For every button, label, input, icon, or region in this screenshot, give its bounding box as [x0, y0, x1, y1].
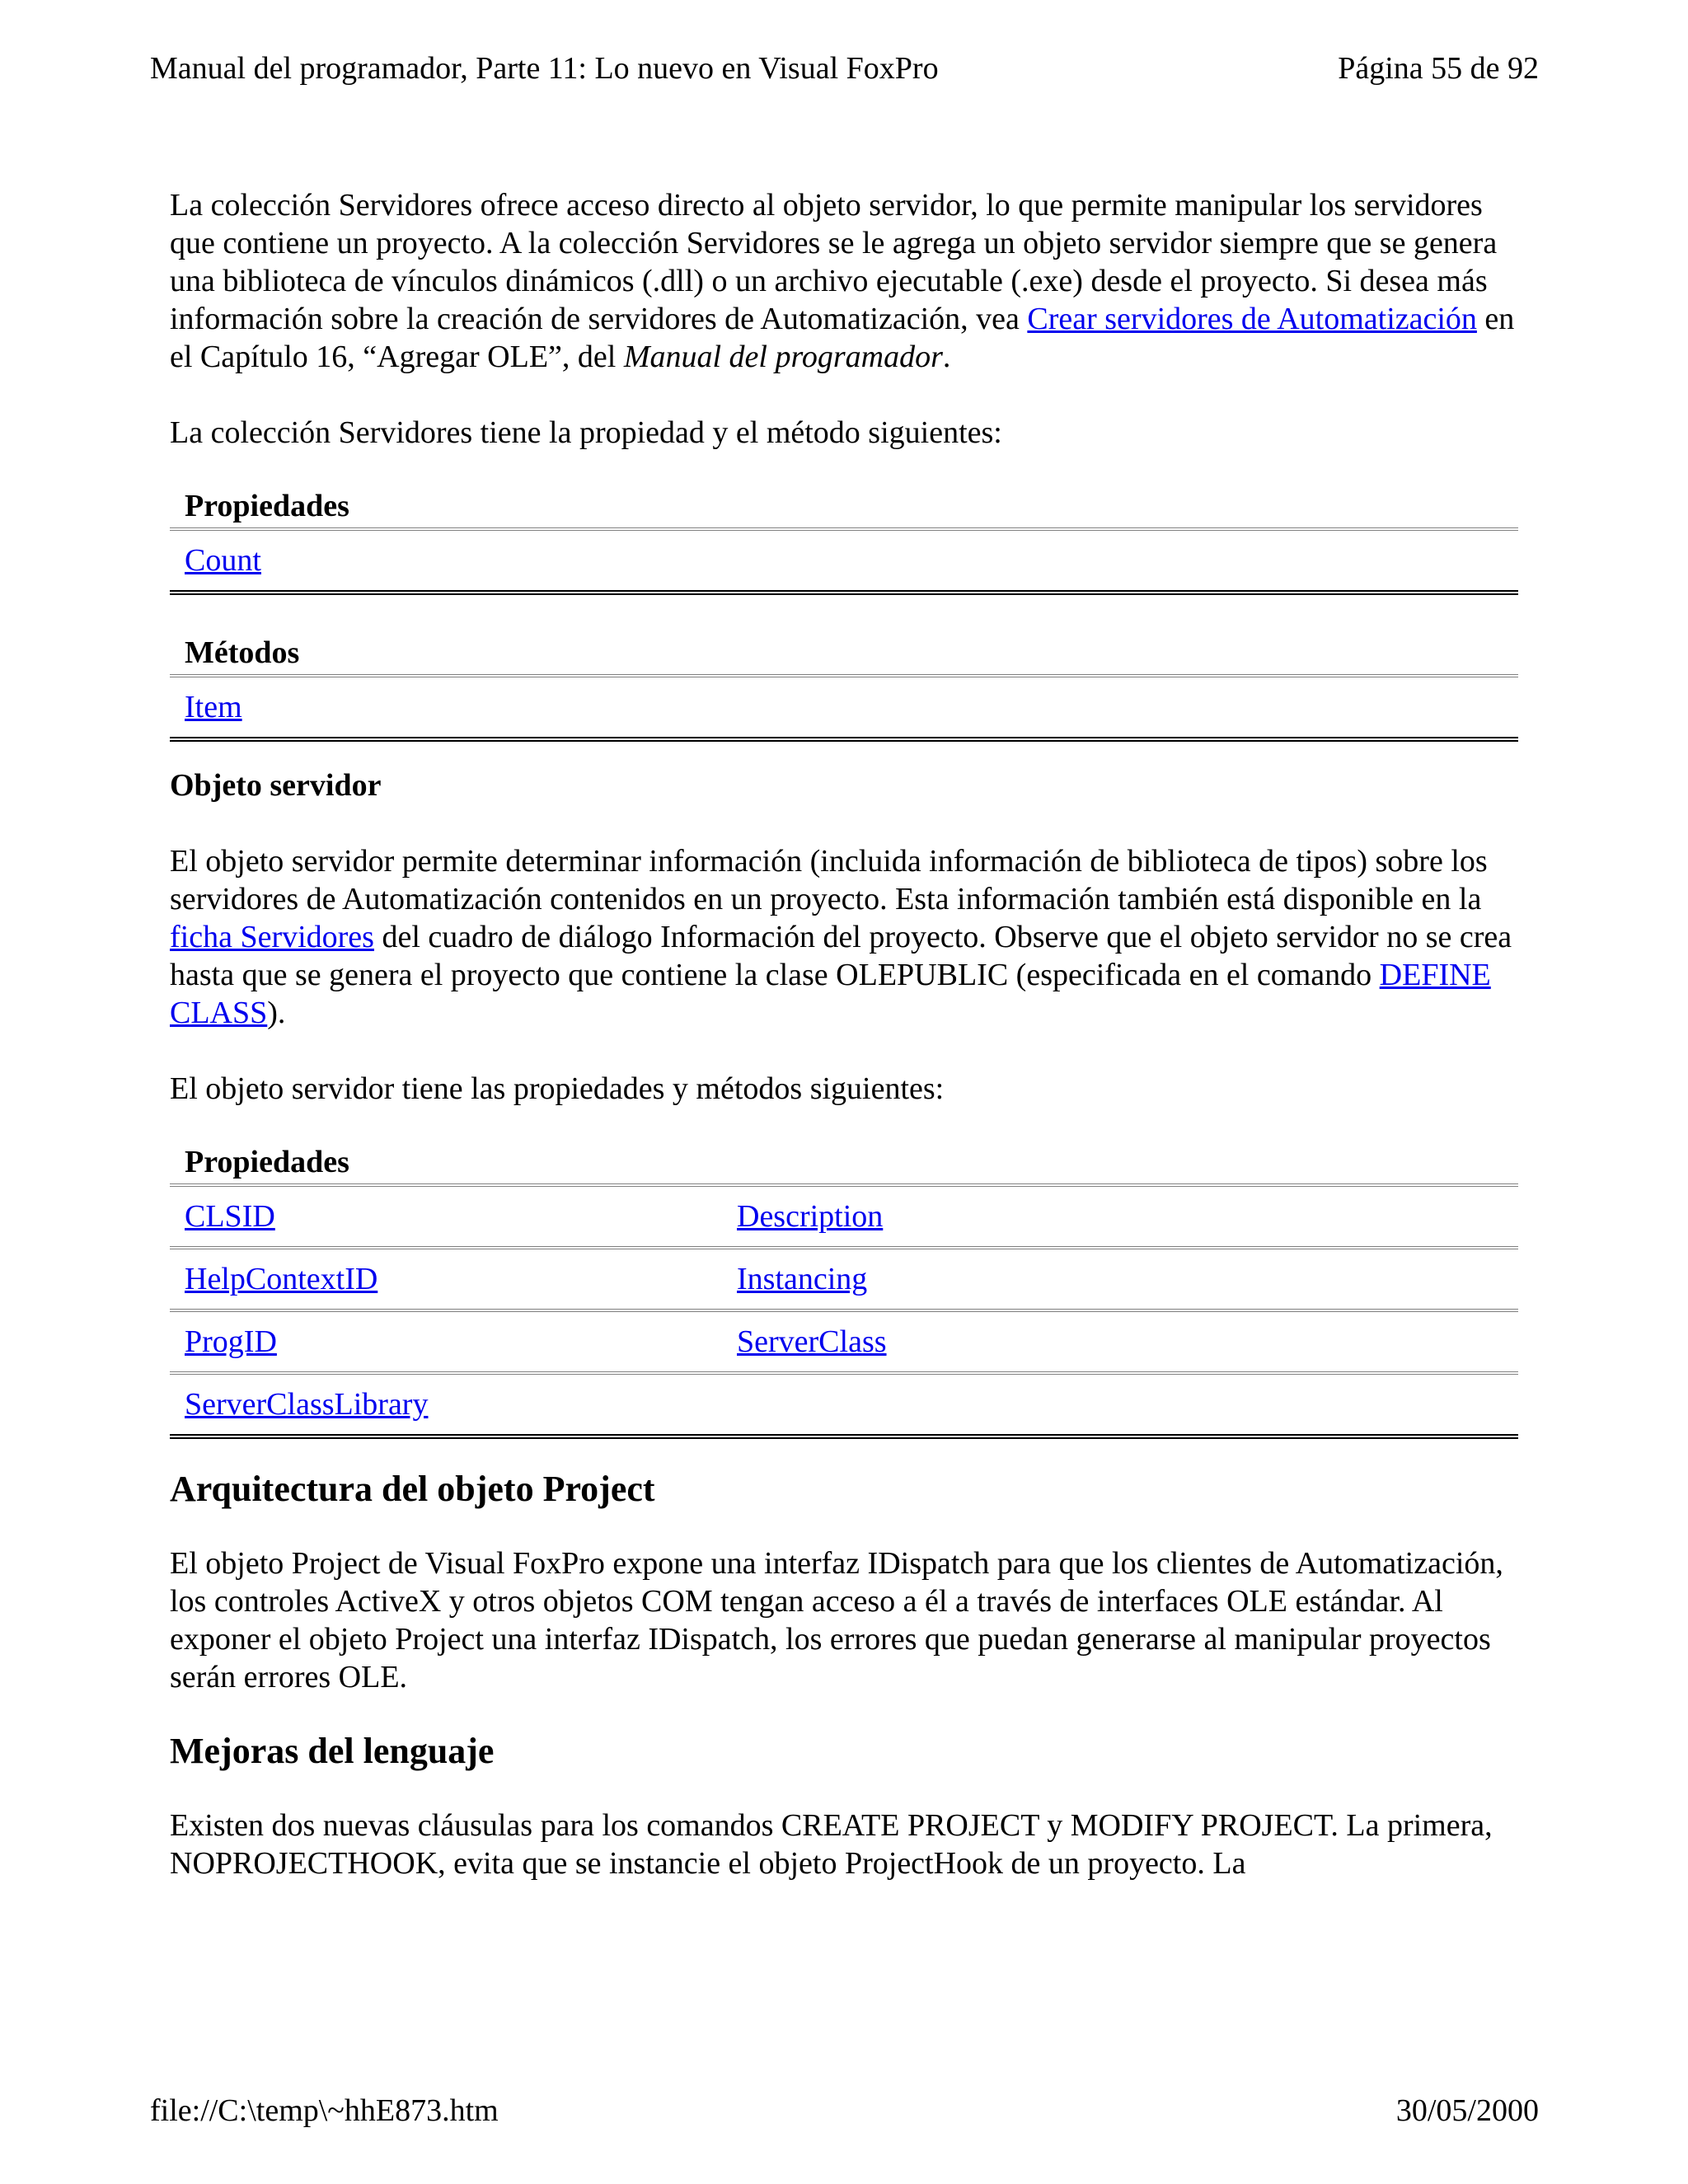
link-crear-servidores[interactable]: Crear servidores de Automatización [1027, 302, 1477, 336]
table-row [170, 1249, 1518, 1312]
table-row [170, 677, 1518, 742]
link-serverclass[interactable]: ServerClass [737, 1324, 887, 1359]
table-header: Propiedades [170, 1141, 1518, 1187]
link-ficha-servidores[interactable]: ficha Servidores [170, 920, 374, 954]
table-header: Propiedades [170, 485, 1518, 531]
document-title: Manual del programador, Parte 11: Lo nuevo en Visual FoxPro [150, 51, 939, 86]
link-progid[interactable]: ProgID [185, 1324, 277, 1359]
link-serverclasslibrary[interactable]: ServerClassLibrary [185, 1387, 429, 1422]
page-footer [150, 2092, 1539, 2130]
paragraph-arquitectura: El objeto Project de Visual FoxPro expone una interfaz IDispatch para que los clientes de Automatización, los controles ActiveX y otros objetos COM tengan acceso a él a través de interfaces OLE estándar. Al exponer el objeto Project una interfaz IDispatch, los errores que puedan generarse al manipular proyectos serán errores OLE. [170, 1546, 1503, 1694]
link-instancing[interactable]: Instancing [737, 1262, 868, 1296]
paragraph-objeto-props: El objeto servidor tiene las propiedades y métodos siguientes: [170, 1071, 945, 1106]
file-path: file://C:\temp\~hhE873.htm [150, 2093, 499, 2128]
table-row [170, 1375, 1518, 1439]
paragraph-mejoras: Existen dos nuevas cláusulas para los comandos CREATE PROJECT y MODIFY PROJECT. La primera, NOPROJECTHOOK, evita que se instancie el objeto ProjectHook de un proyecto. La [170, 1808, 1493, 1881]
link-define-class[interactable]: DEFINE CLASS [170, 958, 1491, 1030]
table-propiedades-servidor [170, 1141, 1518, 1439]
link-clsid[interactable]: CLSID [185, 1199, 275, 1234]
heading-arquitectura: Arquitectura del objeto Project [170, 1469, 655, 1509]
paragraph-servidores-intro: La colección Servidores ofrece acceso directo al objeto servidor, lo que permite manipular los servidores que contiene un proyecto. A la colección Servidores se le agrega un objeto servidor siempre que se genera una biblioteca de vínculos dinámicos (.dll) o un archivo ejecutable (.exe) desde el proyecto. Si desea más información sobre la creación de servidores de Automatización, vea Crear servidores de Automatización en el Capítulo 16, “Agregar OLE”, del Manual del programador. [170, 188, 1515, 374]
link-item[interactable]: Item [185, 690, 242, 724]
link-helpcontextid[interactable]: HelpContextID [185, 1262, 378, 1296]
page-number: Página 55 de 92 [1338, 51, 1539, 86]
paragraph-coleccion-props: La colección Servidores tiene la propiedad y el método siguientes: [170, 415, 1002, 450]
table-propiedades-coleccion [170, 485, 1518, 595]
link-description[interactable]: Description [737, 1199, 884, 1234]
page-header [150, 49, 1539, 87]
print-date: 30/05/2000 [1395, 2093, 1539, 2128]
paragraph-objeto-servidor: El objeto servidor permite determinar información (incluida información de biblioteca de tipos) sobre los servidores de Automatización contenidos en un proyecto. Esta información también está disponible en la ficha Servidores del cuadro de diálogo Información del proyecto. Observe que el objeto servidor no se crea hasta que se genera el proyecto que contiene la clase OLEPUBLIC (especificada en el comando DEFINE CLASS). [170, 844, 1512, 1030]
table-header: Métodos [170, 631, 1518, 677]
table-metodos-coleccion [170, 631, 1518, 742]
heading-mejoras-lenguaje: Mejoras del lenguaje [170, 1731, 495, 1771]
manual-title-italic: Manual del programador [623, 340, 943, 374]
table-row [170, 531, 1518, 595]
table-row [170, 1187, 1518, 1249]
page-body [170, 186, 1518, 1882]
table-row [170, 1312, 1518, 1375]
link-count[interactable]: Count [185, 543, 261, 578]
heading-objeto-servidor: Objeto servidor [170, 768, 382, 803]
